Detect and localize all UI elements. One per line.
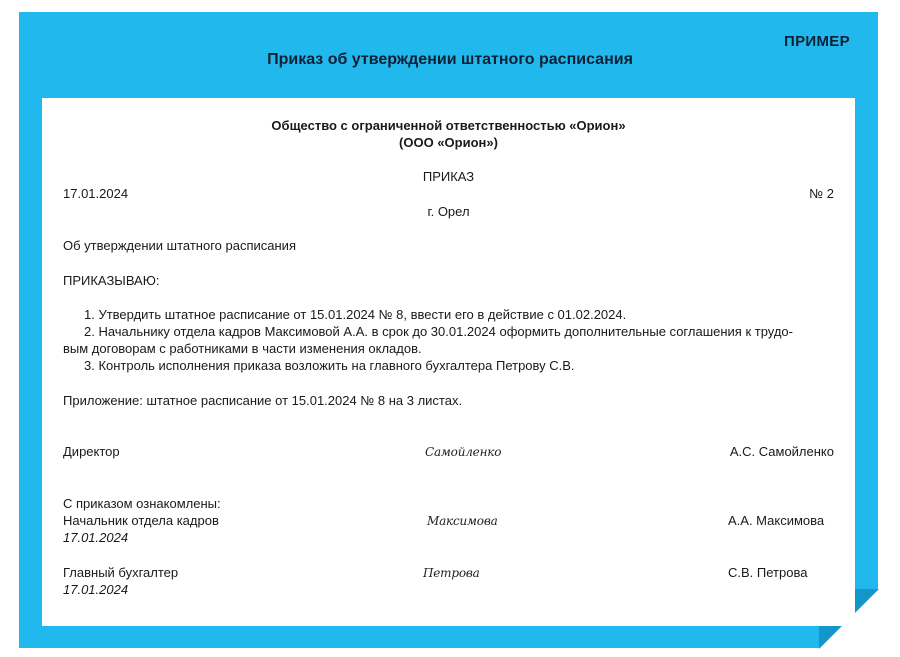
signer-position: Начальник отдела кадров [63,513,219,528]
signer-signature: Петрова [423,566,480,580]
signer-date: 17.01.2024 [63,582,129,597]
signer-name: С.В. Петрова [728,565,808,580]
director-signature: Самойленко [425,445,502,459]
director-position: Директор [63,444,120,459]
order-item-2: 2. Начальнику отдела кадров Максимовой А.А. в срок до 30.01.2024 оформить дополнительные соглашения к трудо- [84,324,793,339]
order-item-2-cont: вым договорам с работниками в части изменения окладов. [63,341,422,356]
order-item-3: 3. Контроль исполнения приказа возложить на главного бухгалтера Петрову С.В. [84,358,575,373]
signer-signature: Максимова [427,514,498,528]
doc-date: 17.01.2024 [63,186,129,201]
signer-position: Главный бухгалтер [63,565,179,580]
director-name: А.С. Самойленко [729,444,834,459]
example-badge: ПРИМЕР [784,33,850,50]
document-sheet [42,98,855,626]
org-short-name: (ООО «Орион») [399,135,498,150]
order-word: ПРИКАЗЫВАЮ: [63,273,160,288]
attachment-note: Приложение: штатное расписание от 15.01.2024 № 8 на 3 листах. [63,393,463,408]
doc-type: ПРИКАЗ [422,169,475,184]
signer-date: 17.01.2024 [63,530,129,545]
acquainted-label: С приказом ознакомлены: [63,496,221,511]
doc-city: г. Орел [427,204,470,219]
page-title: Приказ об утверждении штатного расписания [267,51,633,68]
org-full-name: Общество с ограниченной ответственностью «Орион» [271,118,626,133]
doc-number: № 2 [809,186,834,201]
doc-subject: Об утверждении штатного расписания [63,238,296,253]
signer-name: А.А. Максимова [728,513,825,528]
order-item-1: 1. Утвердить штатное расписание от 15.01.2024 № 8, ввести его в действие с 01.02.2024. [84,307,627,322]
